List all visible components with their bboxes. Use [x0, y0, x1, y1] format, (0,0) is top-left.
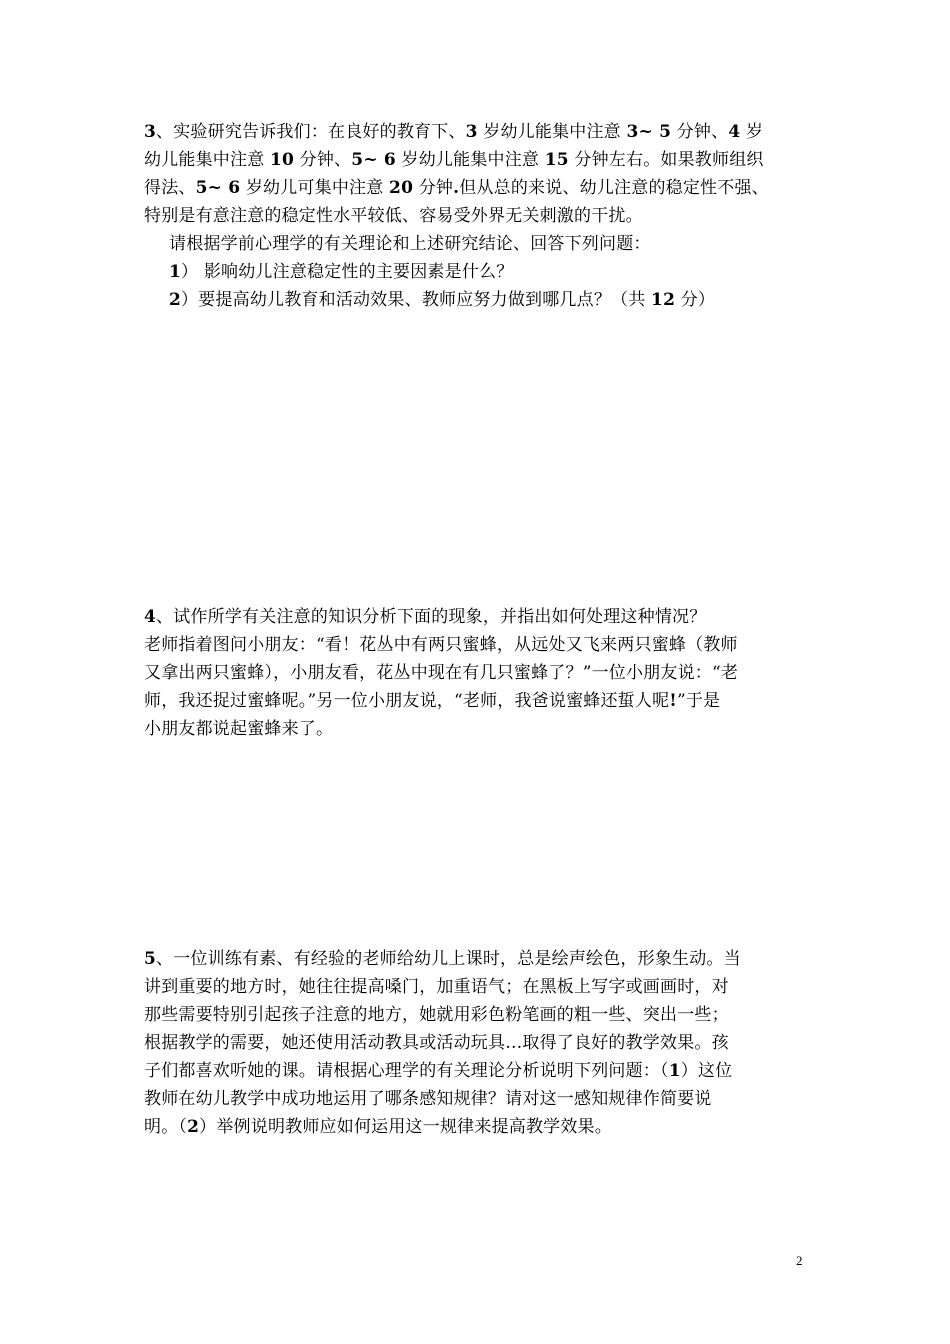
text-run: 子们都喜欢听她的课。请根据心理学的有关理论分析说明下列问题：（ [144, 1061, 669, 1081]
text-run: 得法、 [144, 178, 196, 198]
bold-number: 4 [144, 607, 157, 627]
text-run: 、一位训练有素、有经验的老师给幼儿上课时，总是绘声绘色，形象生动。当 [156, 949, 741, 969]
question-5 [144, 945, 810, 1141]
text-run: 、实验研究告诉我们：在良好的教育下、 [156, 122, 466, 142]
q4-line [144, 687, 810, 715]
bold-number: . [453, 178, 460, 198]
q3-line [144, 118, 810, 146]
bold-number: 15 [544, 150, 569, 170]
text-run: ”于是 [676, 691, 721, 711]
bold-number: 1 [668, 1061, 681, 1081]
bold-number: 2 [187, 1117, 200, 1137]
bold-number: 5~ 6 [195, 178, 241, 198]
text-run: 岁幼儿可集中注意 [240, 178, 390, 198]
text-run: 特别是有意注意的稳定性水平较低、容易受外界无关刺激的干扰。 [144, 206, 643, 226]
text-run: 又拿出两只蜜蜂），小朋友看，花丛中现在有几只蜜蜂了？”一位小朋友说：“老 [144, 663, 739, 683]
bold-number: ! [669, 691, 677, 711]
text-run: 分钟 [413, 178, 454, 198]
bold-number: 3~ 5 [626, 122, 672, 142]
bold-number: 4 [728, 122, 741, 142]
q3-subquestion-2 [144, 286, 810, 314]
bold-number: 2 [169, 290, 182, 310]
text-run: ）这位 [680, 1061, 733, 1081]
q3-line [144, 174, 810, 202]
bold-number: 20 [389, 178, 414, 198]
text-run: 明。（ [144, 1117, 188, 1137]
q4-line [144, 603, 810, 631]
text-run: 分钟左右。如果教师组织 [568, 150, 764, 170]
q4-line [144, 659, 810, 687]
bold-number: 10 [270, 150, 295, 170]
q3-subquestion-1 [144, 258, 810, 286]
text-run: ）举例说明教师应如何运用这一规律来提高教学效果。 [199, 1117, 612, 1137]
text-run: 分） [675, 290, 716, 310]
text-run: ）要提高幼儿教育和活动效果、教师应努力做到哪几点？（共 [181, 290, 652, 310]
text-run: 分钟、 [671, 122, 729, 142]
bold-number: 5~ 6 [351, 150, 396, 170]
bold-number: 12 [651, 290, 676, 310]
bold-number: 1 [169, 262, 182, 282]
question-3 [144, 118, 810, 314]
q4-line [144, 715, 810, 743]
text-run: 那些需要特别引起孩子注意的地方，她就用彩色粉笔画的粗一些、突出一些； [144, 1005, 729, 1025]
bold-number: 3 [144, 122, 157, 142]
q5-line [144, 973, 810, 1001]
text-run: 请根据学前心理学的有关理论和上述研究结论、回答下列问题： [169, 234, 651, 254]
text-run: 讲到重要的地方时，她往往提高嗓门，加重语气；在黑板上写字或画画时，对 [144, 977, 729, 997]
q3-line [144, 146, 810, 174]
text-run: 老师指着图问小朋友：“看！花丛中有两只蜜蜂，从远处又飞来两只蜜蜂（教师 [144, 635, 738, 655]
text-run: 小朋友都说起蜜蜂来了。 [144, 719, 334, 739]
text-run: 岁幼儿能集中注意 [395, 150, 545, 170]
q5-line [144, 1057, 810, 1085]
text-run: 岁幼儿能集中注意 [477, 122, 627, 142]
page-number: 2 [796, 1253, 803, 1268]
q5-line [144, 945, 810, 973]
text-run: 但从总的来说、幼儿注意的稳定性不强、 [459, 178, 769, 198]
q5-line [144, 1029, 810, 1057]
text-run: 师，我还捉过蜜蜂呢。”另一位小朋友说，“老师，我爸说蜜蜂还蜇人呢 [144, 691, 670, 711]
q3-instruction [144, 230, 810, 258]
q5-line [144, 1113, 810, 1141]
text-run: 根据教学的需要，她还使用活动教具或活动玩具…取得了良好的教学效果。孩 [144, 1033, 729, 1053]
q5-line [144, 1085, 810, 1113]
text-run: 、试作所学有关注意的知识分析下面的现象，并指出如何处理这种情况？ [156, 607, 707, 627]
q5-line [144, 1001, 810, 1029]
question-4 [144, 603, 810, 743]
text-run: 教师在幼儿教学中成功地运用了哪条感知规律？请对这一感知规律作简要说 [144, 1089, 712, 1109]
text-run: 岁 [740, 122, 764, 142]
text-run: ） 影响幼儿注意稳定性的主要因素是什么？ [181, 262, 514, 282]
bold-number: 5 [144, 949, 157, 969]
q3-line [144, 202, 810, 230]
bold-number: 3 [465, 122, 478, 142]
q4-line [144, 631, 810, 659]
text-run: 分钟、 [294, 150, 352, 170]
text-run: 幼儿能集中注意 [144, 150, 271, 170]
